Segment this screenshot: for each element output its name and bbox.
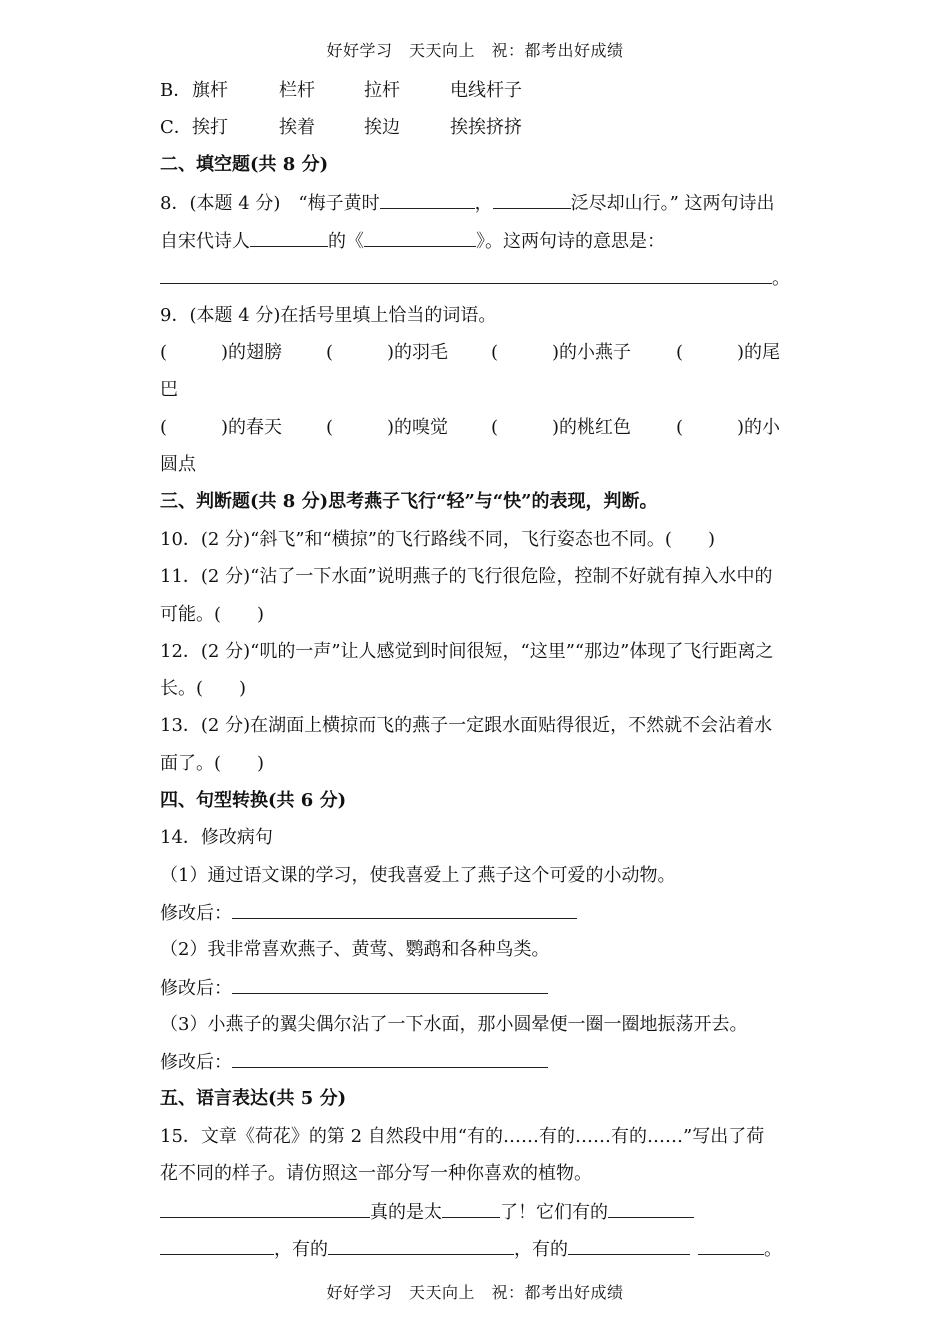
option-item: 旗杆	[192, 80, 228, 101]
q9-item[interactable]: ( )的嗅觉	[326, 417, 449, 438]
answer-blank[interactable]	[493, 191, 571, 209]
q9-item[interactable]: ( )的桃红色	[491, 417, 632, 438]
q12-line-1: 12．(2 分)“叽的一声”让人感觉到时间很短，“这里”“那边”体现了飞行距离之	[160, 641, 774, 662]
section-4-heading: 四、句型转换(共 6 分)	[160, 790, 347, 811]
q9-item[interactable]: ( )的尾	[676, 342, 781, 363]
q11-line-2: 可能。( )	[160, 604, 265, 625]
q8-text: 的《	[328, 231, 364, 252]
answer-blank[interactable]	[698, 1237, 764, 1255]
q8-text: ，	[474, 193, 493, 214]
answer-blank[interactable]	[160, 1237, 274, 1255]
q9-row-2-cont: 圆点	[160, 454, 196, 475]
q8-line-3	[160, 266, 800, 291]
q11-line-1: 11．(2 分)“沾了一下水面”说明燕子的飞行很危险，控制不好就有掉入水中的	[160, 566, 773, 587]
page-header: 好好学习 天天向上 祝：都考出好成绩	[326, 41, 624, 60]
answer-blank[interactable]	[232, 976, 548, 994]
q10: 10．(2 分)“斜飞”和“横掠”的飞行路线不同，飞行姿态也不同。( )	[160, 529, 715, 550]
q9-row-1-cont: 巴	[160, 379, 178, 400]
answer-blank[interactable]	[568, 1237, 690, 1255]
answer-blank[interactable]	[328, 1237, 514, 1255]
q15-text: 。	[764, 1239, 782, 1260]
answer-blank[interactable]	[380, 191, 475, 209]
q15-line-1: 15．文章《荷花》的第 2 自然段中用“有的……有的……有的……”写出了荷	[160, 1126, 765, 1147]
q15-text: ，有的	[514, 1239, 568, 1260]
q13-line-1: 13．(2 分)在湖面上横掠而飞的燕子一定跟水面贴得很近，不然就不会沾着水	[160, 715, 773, 736]
answer-blank[interactable]	[250, 229, 328, 247]
answer-blank[interactable]	[364, 229, 476, 247]
q9-item[interactable]: ( )的春天	[160, 417, 283, 438]
q7-option-b	[160, 79, 800, 103]
q8-text: 自宋代诗人	[160, 231, 250, 252]
q15-text: 了！它们有的	[500, 1202, 608, 1223]
q12-line-2: 长。( )	[160, 678, 247, 699]
answer-blank[interactable]	[608, 1200, 694, 1218]
q15-line-3	[160, 1200, 800, 1225]
section-3-heading: 三、判断题(共 8 分)思考燕子飞行“轻”与“快”的表现，判断。	[160, 491, 658, 512]
q8-text: 8．(本题 4 分) “梅子黄时	[160, 193, 380, 214]
q14-title: 14．修改病句	[160, 827, 273, 848]
q8-text: 。	[772, 268, 790, 289]
answer-blank[interactable]	[232, 1050, 548, 1068]
q14-sentence-3: （3）小燕子的翼尖偶尔沾了一下水面，那小圆晕便一圈一圈地振荡开去。	[160, 1014, 748, 1035]
answer-blank[interactable]	[442, 1200, 500, 1218]
q8-text: 泛尽却山行。” 这两句诗出	[570, 193, 775, 214]
q15-line-4	[160, 1237, 800, 1262]
q15-line-2: 花不同的样子。请仿照这一部分写一种你喜欢的植物。	[160, 1163, 592, 1184]
option-label: B．	[160, 80, 192, 101]
q13-line-2: 面了。( )	[160, 753, 265, 774]
q8-line-1	[160, 191, 800, 216]
fix-label: 修改后：	[160, 978, 232, 999]
option-item: 拉杆	[364, 80, 400, 101]
page-footer: 好好学习 天天向上 祝：都考出好成绩	[326, 1283, 624, 1302]
q9-item[interactable]: ( )的翅膀	[160, 342, 283, 363]
q14-sentence-1: （1）通过语文课的学习，使我喜爱上了燕子这个可爱的小动物。	[160, 865, 676, 886]
q9-item[interactable]: ( )的小燕子	[491, 342, 632, 363]
option-item: 栏杆	[279, 80, 315, 101]
q8-text: 》。这两句诗的意思是：	[476, 231, 665, 252]
q9-item[interactable]: ( )的小	[676, 417, 781, 438]
q14-fix-2	[160, 976, 800, 1001]
section-5-heading: 五、语言表达(共 5 分)	[160, 1088, 347, 1109]
option-item: 电线杆子	[450, 80, 522, 101]
q9-title: 9．(本题 4 分)在括号里填上恰当的词语。	[160, 305, 497, 326]
fix-label: 修改后：	[160, 903, 232, 924]
q15-text: ，有的	[274, 1239, 328, 1260]
q15-text: 真的是太	[370, 1202, 442, 1223]
option-item: 挨挨挤挤	[450, 117, 522, 138]
answer-blank[interactable]	[232, 901, 577, 919]
option-item: 挨着	[279, 117, 315, 138]
q14-sentence-2: （2）我非常喜欢燕子、黄莺、鹦鹉和各种鸟类。	[160, 939, 550, 960]
answer-blank[interactable]	[160, 1200, 370, 1218]
section-2-heading: 二、填空题(共 8 分)	[160, 154, 329, 175]
option-label: C．	[160, 117, 192, 138]
q7-option-c	[160, 116, 800, 140]
answer-blank[interactable]	[160, 266, 772, 284]
q14-fix-1	[160, 901, 800, 926]
option-item: 挨边	[364, 117, 400, 138]
q8-line-2	[160, 229, 800, 254]
q14-fix-3	[160, 1050, 800, 1075]
fix-label: 修改后：	[160, 1052, 232, 1073]
option-item: 挨打	[192, 117, 228, 138]
q9-item[interactable]: ( )的羽毛	[326, 342, 449, 363]
